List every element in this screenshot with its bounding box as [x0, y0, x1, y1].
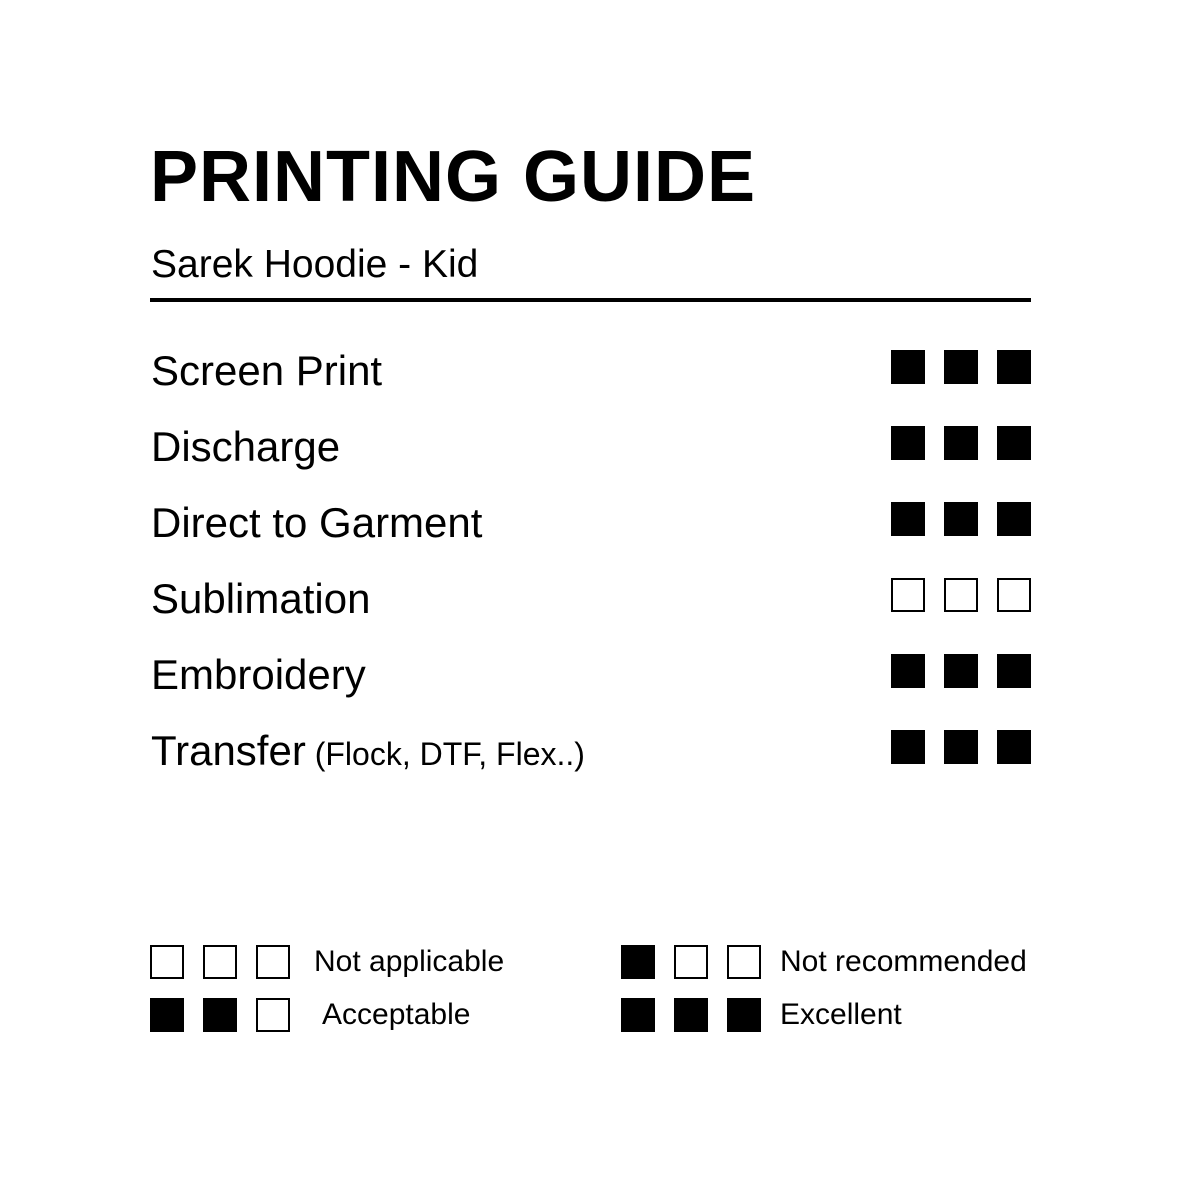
- rating-squares: [891, 578, 1031, 612]
- method-row-embroidery: [151, 650, 1031, 700]
- rating-square-2: [944, 426, 978, 460]
- rating-square-3: [997, 654, 1031, 688]
- legend-not-applicable: [150, 945, 570, 979]
- method-label: Screen Print: [151, 347, 383, 394]
- legend-acceptable: [150, 998, 570, 1032]
- method-label: Discharge: [151, 423, 341, 470]
- rating-squares: [891, 350, 1031, 384]
- page-title: PRINTING GUIDE: [150, 137, 757, 217]
- rating-squares: [891, 654, 1031, 688]
- rating-square-1: [891, 654, 925, 688]
- rating-square-2: [944, 730, 978, 764]
- rating-square-1: [891, 578, 925, 612]
- legend-square-2: [674, 998, 708, 1032]
- legend-square-1: [621, 945, 655, 979]
- rating-squares: [891, 502, 1031, 536]
- rating-square-1: [891, 502, 925, 536]
- rating-square-1: [891, 350, 925, 384]
- rating-square-3: [997, 426, 1031, 460]
- rating-square-3: [997, 578, 1031, 612]
- product-name: Sarek Hoodie - Kid: [151, 243, 479, 286]
- rating-square-2: [944, 654, 978, 688]
- legend-square-1: [621, 998, 655, 1032]
- rating-squares: [891, 730, 1031, 764]
- method-row-sublimation: [151, 574, 1031, 624]
- legend-excellent: [621, 998, 1041, 1032]
- legend-square-3: [256, 945, 290, 979]
- legend-label: Acceptable: [322, 998, 471, 1031]
- rating-squares: [891, 426, 1031, 460]
- legend-square-1: [150, 998, 184, 1032]
- legend-square-3: [727, 945, 761, 979]
- method-row-direct-to-garment: [151, 498, 1031, 548]
- rating-square-3: [997, 350, 1031, 384]
- legend-label: Excellent: [780, 998, 902, 1031]
- method-label: Transfer (Flock, DTF, Flex..): [151, 727, 585, 774]
- divider: [150, 298, 1031, 302]
- legend-not-recommended: [621, 945, 1041, 979]
- legend-label: Not applicable: [314, 945, 505, 978]
- rating-square-3: [997, 730, 1031, 764]
- method-row-transfer: [151, 726, 1031, 776]
- legend-squares: [621, 945, 761, 979]
- legend-squares: [150, 998, 290, 1032]
- method-label: Sublimation: [151, 575, 371, 622]
- legend-square-2: [203, 945, 237, 979]
- legend-squares: [150, 945, 290, 979]
- legend-square-2: [674, 945, 708, 979]
- rating-square-1: [891, 730, 925, 764]
- rating-square-2: [944, 502, 978, 536]
- legend-square-3: [727, 998, 761, 1032]
- method-label: Embroidery: [151, 651, 366, 698]
- legend-square-2: [203, 998, 237, 1032]
- rating-square-2: [944, 350, 978, 384]
- legend-square-1: [150, 945, 184, 979]
- legend-label: Not recommended: [780, 945, 1027, 978]
- legend-squares: [621, 998, 761, 1032]
- rating-square-2: [944, 578, 978, 612]
- method-label: Direct to Garment: [151, 499, 483, 546]
- method-row-discharge: [151, 422, 1031, 472]
- method-row-screen-print: [151, 346, 1031, 396]
- rating-square-1: [891, 426, 925, 460]
- rating-square-3: [997, 502, 1031, 536]
- legend-square-3: [256, 998, 290, 1032]
